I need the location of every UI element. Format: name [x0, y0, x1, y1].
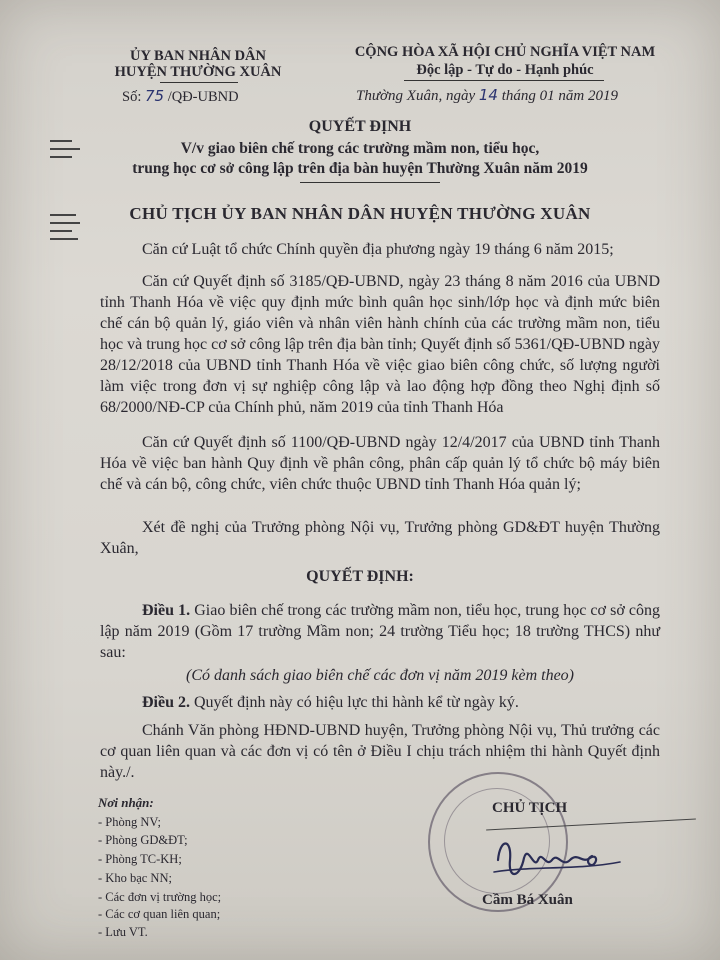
responsibility-clause: Chánh Văn phòng HĐND-UBND huyện, Trưởng phòng Nội vụ, Thủ trưởng các cơ quan liên quan và các đơn vị có tên ở Điều I chịu trách nhiệm thi hành Quyết định này./. [100, 722, 660, 781]
subject-underline [300, 182, 440, 183]
decision-title: QUYẾT ĐỊNH [308, 118, 412, 135]
recipient-item: - Các đơn vị trường học; [98, 890, 222, 904]
decision-subject-line1: V/v giao biên chế trong các trường mầm non, tiểu học, [180, 140, 540, 157]
agency-name-line2: HUYỆN THƯỜNG XUÂN [114, 64, 282, 80]
handwritten-day: 14 [478, 86, 498, 104]
legal-basis-3: Căn cứ Quyết định số 1100/QĐ-UBND ngày 12/4/2017 của UBND tỉnh Thanh Hóa về việc ban hành Quy định về phân công, phân cấp quản lý tổ chức bộ máy biên chế và cán bộ, công chức, viên chức thuộc UBND tỉnh Thanh Hóa quản lý; [100, 434, 660, 493]
article-1 [100, 600, 660, 663]
nation-title: CỘNG HÒA XÃ HỘI CHỦ NGHĨA VIỆT NAM [354, 44, 656, 60]
article-2-label: Điều 2. [142, 694, 190, 711]
margin-mark [50, 238, 78, 240]
issue-date: Thường Xuân, ngày 14 tháng 01 năm 2019 [356, 86, 618, 104]
nation-motto: Độc lập - Tự do - Hạnh phúc [416, 62, 594, 78]
recipient-item: - Phòng GD&ĐT; [98, 833, 188, 847]
legal-basis-1: Căn cứ Luật tổ chức Chính quyền địa phương ngày 19 tháng 6 năm 2015; [142, 241, 614, 258]
decision-subject-line2: trung học cơ sở công lập trên địa bàn huyện Thường Xuân năm 2019 [132, 160, 588, 177]
issuing-authority: CHỦ TỊCH ỦY BAN NHÂN DÂN HUYỆN THƯỜNG XUÂN [129, 204, 591, 223]
recipient-item: - Lưu VT. [98, 925, 148, 939]
article-1-note: (Có danh sách giao biên chế các đơn vị năm 2019 kèm theo) [186, 667, 574, 684]
motto-underline [404, 80, 604, 81]
decision-heading: QUYẾT ĐỊNH: [306, 568, 414, 585]
document-number: Số: 75 /QĐ-UBND [122, 87, 239, 105]
recipient-item: - Phòng TC-KH; [98, 852, 182, 866]
agency-name-line1: ỦY BAN NHÂN DÂN [129, 48, 266, 64]
proposal-basis: Xét đề nghị của Trưởng phòng Nội vụ, Trưởng phòng GD&ĐT huyện Thường Xuân, [100, 519, 660, 557]
signer-name: Cầm Bá Xuân [482, 892, 573, 908]
recipient-item: - Kho bạc NN; [98, 871, 172, 885]
agency-underline [160, 82, 238, 83]
margin-mark [50, 230, 72, 232]
signer-title: CHỦ TỊCH [492, 800, 568, 816]
recipient-item: - Phòng NV; [98, 815, 161, 829]
handwritten-signature [490, 830, 630, 890]
recipients-heading: Nơi nhận: [98, 795, 154, 810]
article-2-text: Quyết định này có hiệu lực thi hành kể từ ngày ký. [194, 694, 519, 711]
legal-basis-2: Căn cứ Quyết định số 3185/QĐ-UBND, ngày 23 tháng 8 năm 2016 của UBND tỉnh Thanh Hóa về việc quy định mức bình quân học sinh/lớp học và định mức biên chế cán bộ quản lý, giáo viên và nhân viên hành chính của các trường mầm non, tiểu học và trung học cơ sở công lập trên địa bàn tỉnh; Quyết định số 5361/QĐ-UBND ngày 28/12/2018 của UBND tỉnh Thanh Hóa về việc giao biên công chức, số lượng người làm việc trong đơn vị sự nghiệp công lập và lao động hợp đồng theo Nghị định số 68/2000/NĐ-CP của Chính phủ, năm 2019 của tỉnh Thanh Hóa [100, 273, 660, 416]
recipient-item: - Các cơ quan liên quan; [98, 907, 221, 921]
article-1-label: Điều 1. [142, 602, 191, 619]
article-1-text: Giao biên chế trong các trường mầm non, tiểu học, trung học cơ sở công lập năm 2019 (Gồm 17 trường Mầm non; 24 trường Tiểu học; 18 trường THCS) như sau: [100, 602, 661, 661]
handwritten-number: 75 [144, 87, 165, 105]
article-2 [100, 692, 660, 713]
